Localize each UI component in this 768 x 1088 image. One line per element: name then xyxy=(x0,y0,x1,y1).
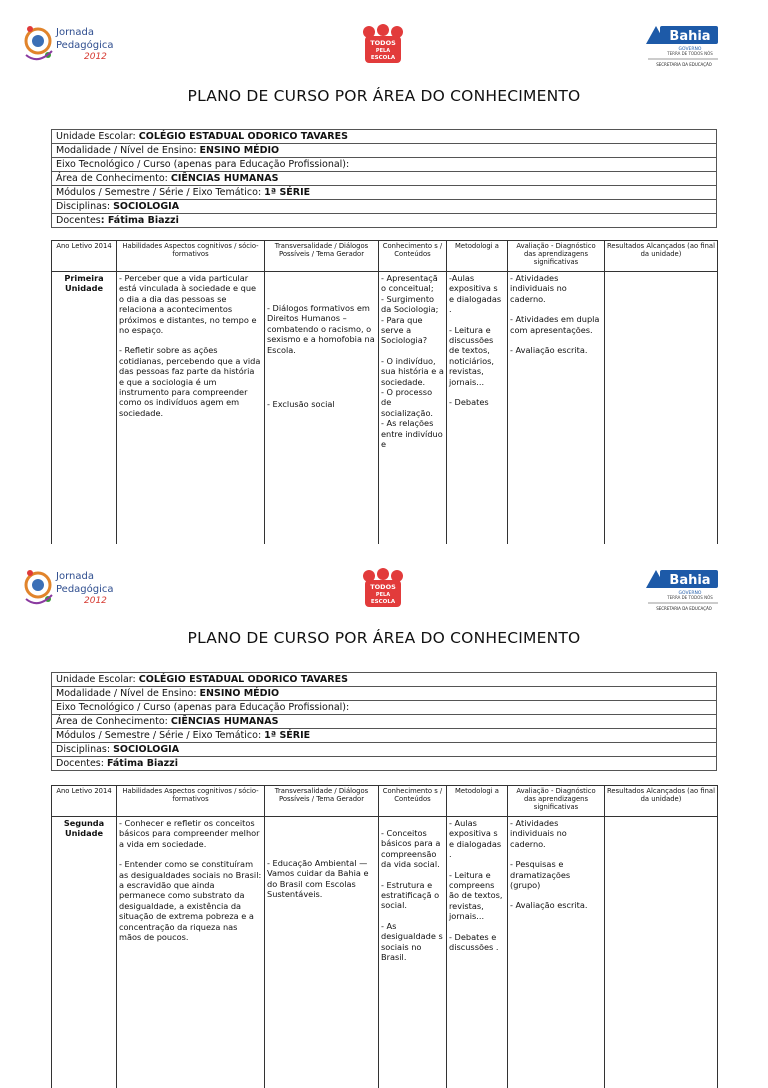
jornada-year: 2012 xyxy=(84,52,107,62)
conhecimento-item: - Estrutura e estratificaçã o social. xyxy=(381,880,444,911)
todos-pela-escola-logo xyxy=(360,23,406,65)
conhecimento-item: - O processo de socialização. xyxy=(381,387,444,418)
cell-avaliacao xyxy=(508,817,605,1088)
habilidades-item: - Perceber que a vida particular está vinculada à sociedade e que o dia a dia das pessoas se relaciona a acontecimentos próximos e distantes, no tempo e no espaço. xyxy=(119,273,262,335)
info-label: Área de Conhecimento: xyxy=(56,716,171,727)
info-value: ENSINO MÉDIO xyxy=(200,688,280,699)
info-row-eixo xyxy=(52,158,717,172)
metodologia-item: -Aulas expositiva s e dialogadas . xyxy=(449,273,505,315)
info-table xyxy=(51,672,717,771)
bahia-governo: GOVERNO xyxy=(679,590,702,596)
page-2 xyxy=(0,544,768,1088)
info-row-area xyxy=(52,715,717,729)
cell-resultados xyxy=(605,272,718,545)
info-value: SOCIOLOGIA xyxy=(113,201,179,212)
info-row-disciplinas xyxy=(52,200,717,214)
header-transversalidade: Transversalidade / Diálogos Possíveis / Tema Gerador xyxy=(265,786,379,817)
avaliacao-item: - Atividades individuais no caderno. xyxy=(510,273,602,304)
info-value: 1ª SÉRIE xyxy=(264,730,310,741)
cell-conhecimentos xyxy=(379,817,447,1088)
info-row-modulos xyxy=(52,186,717,200)
todos-pela-escola-logo xyxy=(360,567,406,609)
metodologia-item: - Debates e discussões . xyxy=(449,932,505,953)
habilidades-item: - Refletir sobre as ações cotidianas, percebendo que a vida das pessoas faz parte da história e que a sociologia é um instrumento para compreender como os indivíduos agem em sociedade. xyxy=(119,345,262,418)
jornada-line-2: Pedagógica xyxy=(56,583,114,595)
jornada-line-1: Jornada xyxy=(55,27,94,38)
info-value: COLÉGIO ESTADUAL ODORICO TAVARES xyxy=(139,674,348,685)
transversal-item: - Exclusão social xyxy=(267,399,376,409)
page-title: PLANO DE CURSO POR ÁREA DO CONHECIMENTO xyxy=(0,87,768,105)
info-row-unidade xyxy=(52,130,717,144)
unit-label: Primeira Unidade xyxy=(52,272,117,545)
info-value: COLÉGIO ESTADUAL ODORICO TAVARES xyxy=(139,131,348,142)
habilidades-item: - Entender como se constituíram as desigualdades sociais no Brasil: a escravidão que ainda permanece como substrato da desigualdade, a existência da situação de extrema pobreza e a concentração da riqueza nas mãos de poucos. xyxy=(119,859,262,942)
info-value: CIÊNCIAS HUMANAS xyxy=(171,173,279,184)
info-label: Disciplinas: xyxy=(56,201,113,212)
cell-habilidades xyxy=(117,817,265,1088)
header-habilidades: Habilidades Aspectos cognitivos / sócio-formativos xyxy=(117,241,265,272)
header-ano: Ano Letivo 2014 xyxy=(52,786,117,817)
info-label: Disciplinas: xyxy=(56,744,113,755)
jornada-pedagogica-logo xyxy=(22,565,142,609)
jornada-line-1: Jornada xyxy=(55,571,94,582)
bahia-governo-logo xyxy=(644,22,720,68)
header-ano: Ano Letivo 2014 xyxy=(52,241,117,272)
bahia-slogan: TERRA DE TODOS NÓS xyxy=(666,595,713,600)
info-value: 1ª SÉRIE xyxy=(264,187,310,198)
conhecimento-item: - Surgimento da Sociologia; xyxy=(381,294,444,315)
header-conhecimentos: Conhecimento s / Conteúdos xyxy=(379,241,447,272)
transversal-item: - Diálogos formativos em Direitos Humanos – combatendo o racismo, o sexismo e a homofobia na Escola. xyxy=(267,303,376,355)
plan-row xyxy=(52,272,718,545)
plan-table xyxy=(51,240,718,544)
header-resultados: Resultados Alcançados (ao final da unidade) xyxy=(605,241,718,272)
cell-habilidades xyxy=(117,272,265,545)
bahia-secretaria: SECRETARIA DA EDUCAÇÃO xyxy=(656,606,712,611)
avaliacao-item: - Atividades individuais no caderno. xyxy=(510,818,602,849)
header-metodologia: Metodologi a xyxy=(447,786,508,817)
plan-header-row xyxy=(52,241,718,272)
info-label: Eixo Tecnológico / Curso (apenas para Educação Profissional): xyxy=(56,702,349,713)
metodologia-item: - Debates xyxy=(449,397,505,407)
header-transversalidade: Transversalidade / Diálogos Possíveis / Tema Gerador xyxy=(265,241,379,272)
info-row-docentes xyxy=(52,757,717,771)
info-label: Docentes: xyxy=(56,758,107,769)
plan-table xyxy=(51,785,718,1088)
conhecimento-item: - As desigualdade s sociais no Brasil. xyxy=(381,921,444,963)
conhecimento-item: - Conceitos básicos para a compreensão da vida social. xyxy=(381,828,444,870)
cell-transversalidade xyxy=(265,817,379,1088)
info-label: Eixo Tecnológico / Curso (apenas para Educação Profissional): xyxy=(56,159,349,170)
info-label: Módulos / Semestre / Série / Eixo Temático: xyxy=(56,187,264,198)
info-row-modalidade xyxy=(52,144,717,158)
habilidades-item: - Conhecer e refletir os conceitos básicos para compreender melhor a vida em sociedade. xyxy=(119,818,262,849)
transversal-item: - Educação Ambiental —Vamos cuidar da Bahia e do Brasil com Escolas Sustentáveis. xyxy=(267,858,376,900)
conhecimento-item: - As relações entre indivíduo e xyxy=(381,418,444,449)
info-row-modulos xyxy=(52,729,717,743)
todos-line-3: ESCOLA xyxy=(371,599,396,605)
info-row-unidade xyxy=(52,673,717,687)
info-row-area xyxy=(52,172,717,186)
info-value: : Fátima Biazzi xyxy=(101,215,179,226)
avaliacao-item: - Avaliação escrita. xyxy=(510,900,602,910)
metodologia-item: - Aulas expositiva s e dialogadas . xyxy=(449,818,505,860)
jornada-pedagogica-logo xyxy=(22,21,142,65)
info-row-disciplinas xyxy=(52,743,717,757)
info-label: Módulos / Semestre / Série / Eixo Temático: xyxy=(56,730,264,741)
jornada-line-2: Pedagógica xyxy=(56,39,114,51)
info-row-docentes xyxy=(52,214,717,228)
bahia-slogan: TERRA DE TODOS NÓS xyxy=(666,51,713,56)
bahia-name: Bahia xyxy=(669,573,710,588)
info-value: ENSINO MÉDIO xyxy=(200,145,280,156)
header-metodologia: Metodologi a xyxy=(447,241,508,272)
bahia-name: Bahia xyxy=(669,29,710,44)
conhecimento-item: - Para que serve a Sociologia? xyxy=(381,315,444,346)
info-label: Unidade Escolar: xyxy=(56,131,139,142)
avaliacao-item: - Pesquisas e dramatizações (grupo) xyxy=(510,859,602,890)
metodologia-item: - Leitura e compreens ão de textos, revistas, jornais... xyxy=(449,870,505,922)
info-table xyxy=(51,129,717,228)
bahia-governo: GOVERNO xyxy=(679,46,702,52)
cell-metodologia xyxy=(447,272,508,545)
avaliacao-item: - Atividades em dupla com apresentações. xyxy=(510,314,602,335)
info-label: Área de Conhecimento: xyxy=(56,173,171,184)
info-label: Modalidade / Nível de Ensino: xyxy=(56,688,200,699)
todos-line-1: TODOS xyxy=(370,39,396,47)
info-value: CIÊNCIAS HUMANAS xyxy=(171,716,279,727)
info-label: Modalidade / Nível de Ensino: xyxy=(56,145,200,156)
header-resultados: Resultados Alcançados (ao final da unidade) xyxy=(605,786,718,817)
metodologia-item: - Leitura e discussões de textos, noticiários, revistas, jornais... xyxy=(449,325,505,387)
cell-conhecimentos xyxy=(379,272,447,545)
header-habilidades: Habilidades Aspectos cognitivos / sócio-formativos xyxy=(117,786,265,817)
info-value: SOCIOLOGIA xyxy=(113,744,179,755)
header-avaliacao: Avaliação - Diagnóstico das aprendizagens significativas xyxy=(508,241,605,272)
bahia-governo-logo xyxy=(644,566,720,612)
todos-line-2: PELA xyxy=(376,48,390,54)
avaliacao-item: - Avaliação escrita. xyxy=(510,345,602,355)
conhecimento-item: - O indivíduo, sua história e a sociedade. xyxy=(381,356,444,387)
bahia-secretaria: SECRETARIA DA EDUCAÇÃO xyxy=(656,62,712,67)
cell-metodologia xyxy=(447,817,508,1088)
todos-line-3: ESCOLA xyxy=(371,55,396,61)
info-row-modalidade xyxy=(52,687,717,701)
conhecimento-item: - Apresentaçã o conceitual; xyxy=(381,273,444,294)
page-title: PLANO DE CURSO POR ÁREA DO CONHECIMENTO xyxy=(0,629,768,647)
todos-line-1: TODOS xyxy=(370,583,396,591)
info-label: Docentes xyxy=(56,215,101,226)
plan-row xyxy=(52,817,718,1088)
plan-header-row xyxy=(52,786,718,817)
cell-transversalidade xyxy=(265,272,379,545)
info-row-eixo xyxy=(52,701,717,715)
unit-label: Segunda Unidade xyxy=(52,817,117,1088)
info-label: Unidade Escolar: xyxy=(56,674,139,685)
info-value: Fátima Biazzi xyxy=(107,758,178,769)
cell-avaliacao xyxy=(508,272,605,545)
header-conhecimentos: Conhecimento s / Conteúdos xyxy=(379,786,447,817)
cell-resultados xyxy=(605,817,718,1088)
todos-line-2: PELA xyxy=(376,592,390,598)
header-avaliacao: Avaliação - Diagnóstico das aprendizagens significativas xyxy=(508,786,605,817)
jornada-year: 2012 xyxy=(84,596,107,606)
